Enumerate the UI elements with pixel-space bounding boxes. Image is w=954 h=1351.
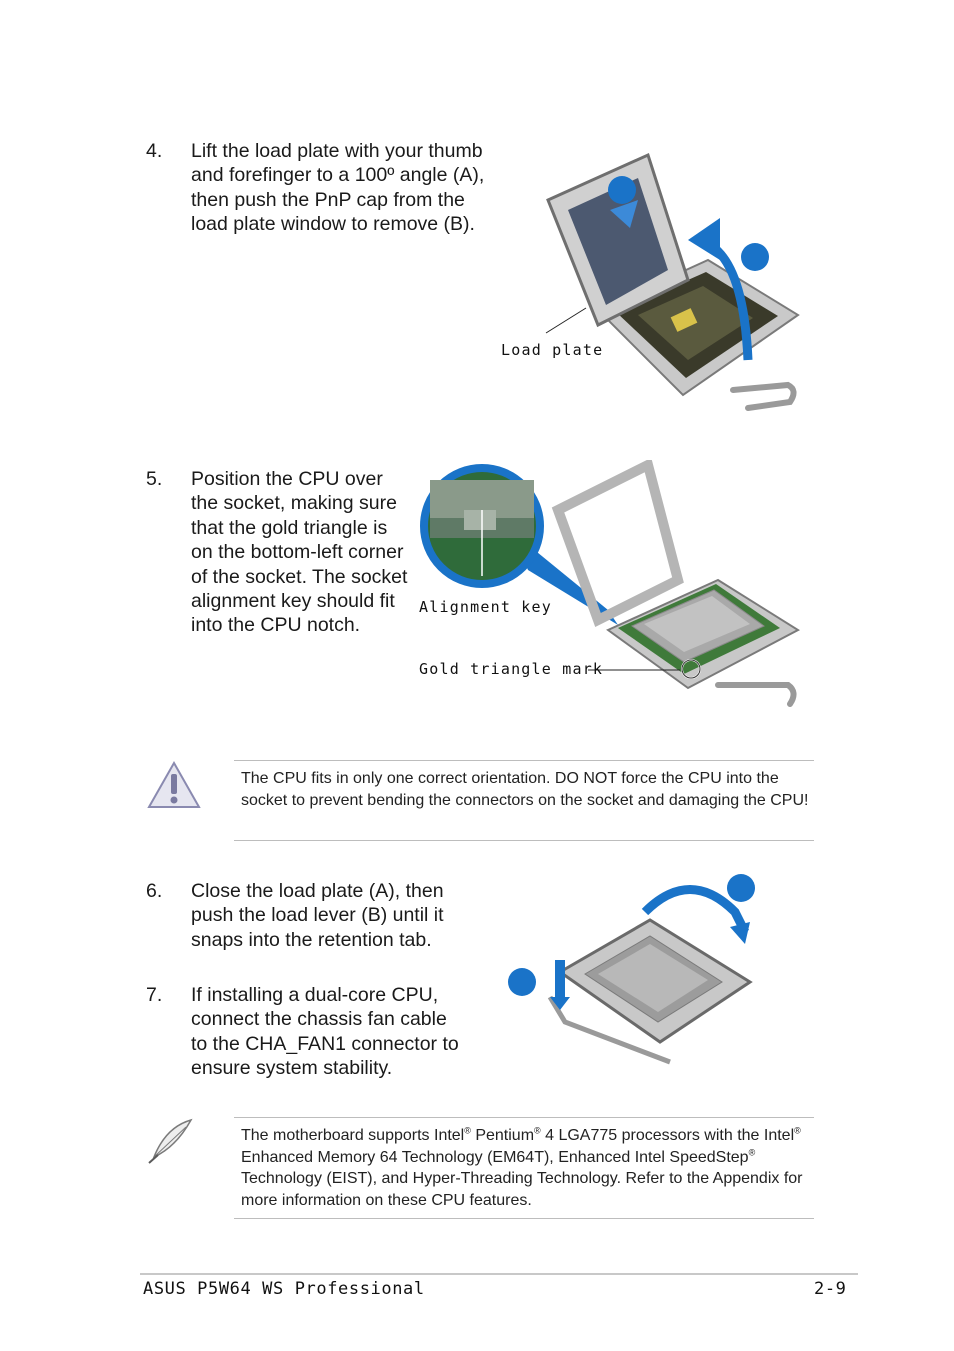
- caution-text: The CPU fits in only one correct orientation. DO NOT force the CPU into the socket to prevent bending the connectors on the socket and damaging the CPU!: [241, 770, 809, 809]
- step-number: 5.: [146, 468, 163, 490]
- note-bottom-rule: [234, 1218, 814, 1219]
- callout-b-marker: [508, 968, 536, 996]
- figure-load-plate-lift: [498, 140, 808, 420]
- step-number: 4.: [146, 140, 163, 162]
- note-text: The motherboard supports Intel® Pentium® 4 LGA775 processors with the Intel® Enhanced Memory 64 Technology (EM64T), Enhanced Intel SpeedStep® Technology (EIST), and Hyper-Threading Technology. Refer to the Appendix for more information on these CPU features.: [241, 1125, 803, 1209]
- step-number: 6.: [146, 880, 163, 902]
- note-top-rule: [234, 1117, 814, 1118]
- caution-bottom-rule: [234, 840, 814, 841]
- load-plate-label: Load plate: [501, 341, 604, 359]
- figure-close-load-plate: [500, 872, 770, 1072]
- step-text: Close the load plate (A), then push the load lever (B) until it snaps into the retention tab.: [191, 880, 444, 951]
- footer-product: ASUS P5W64 WS Professional: [143, 1279, 425, 1299]
- footer-page-number: 2-9: [814, 1279, 847, 1299]
- step-text: Position the CPU over the socket, making sure that the gold triangle is on the bottom-left corner of the socket. The socket alignment key should fit into the CPU notch.: [191, 468, 408, 637]
- step-text: If installing a dual-core CPU, connect the chassis fan cable to the CHA_FAN1 connector to ensure system stability.: [191, 984, 459, 1080]
- callout-a-marker: [727, 874, 755, 902]
- footer-rule: [140, 1273, 858, 1275]
- step-number: 7.: [146, 984, 163, 1006]
- warning-triangle-icon: [146, 760, 202, 810]
- caution-top-rule: [234, 760, 814, 761]
- gold-triangle-label: Gold triangle mark: [419, 660, 604, 678]
- step-text: Lift the load plate with your thumb and forefinger to a 100º angle (A), then push the PnP cap from the load plate window to remove (B).: [191, 140, 485, 236]
- callout-b-marker: [741, 243, 769, 271]
- callout-a-marker: [608, 176, 636, 204]
- alignment-key-label: Alignment key: [419, 598, 552, 616]
- feather-pen-icon: [146, 1117, 196, 1167]
- figure-cpu-position: [418, 460, 808, 720]
